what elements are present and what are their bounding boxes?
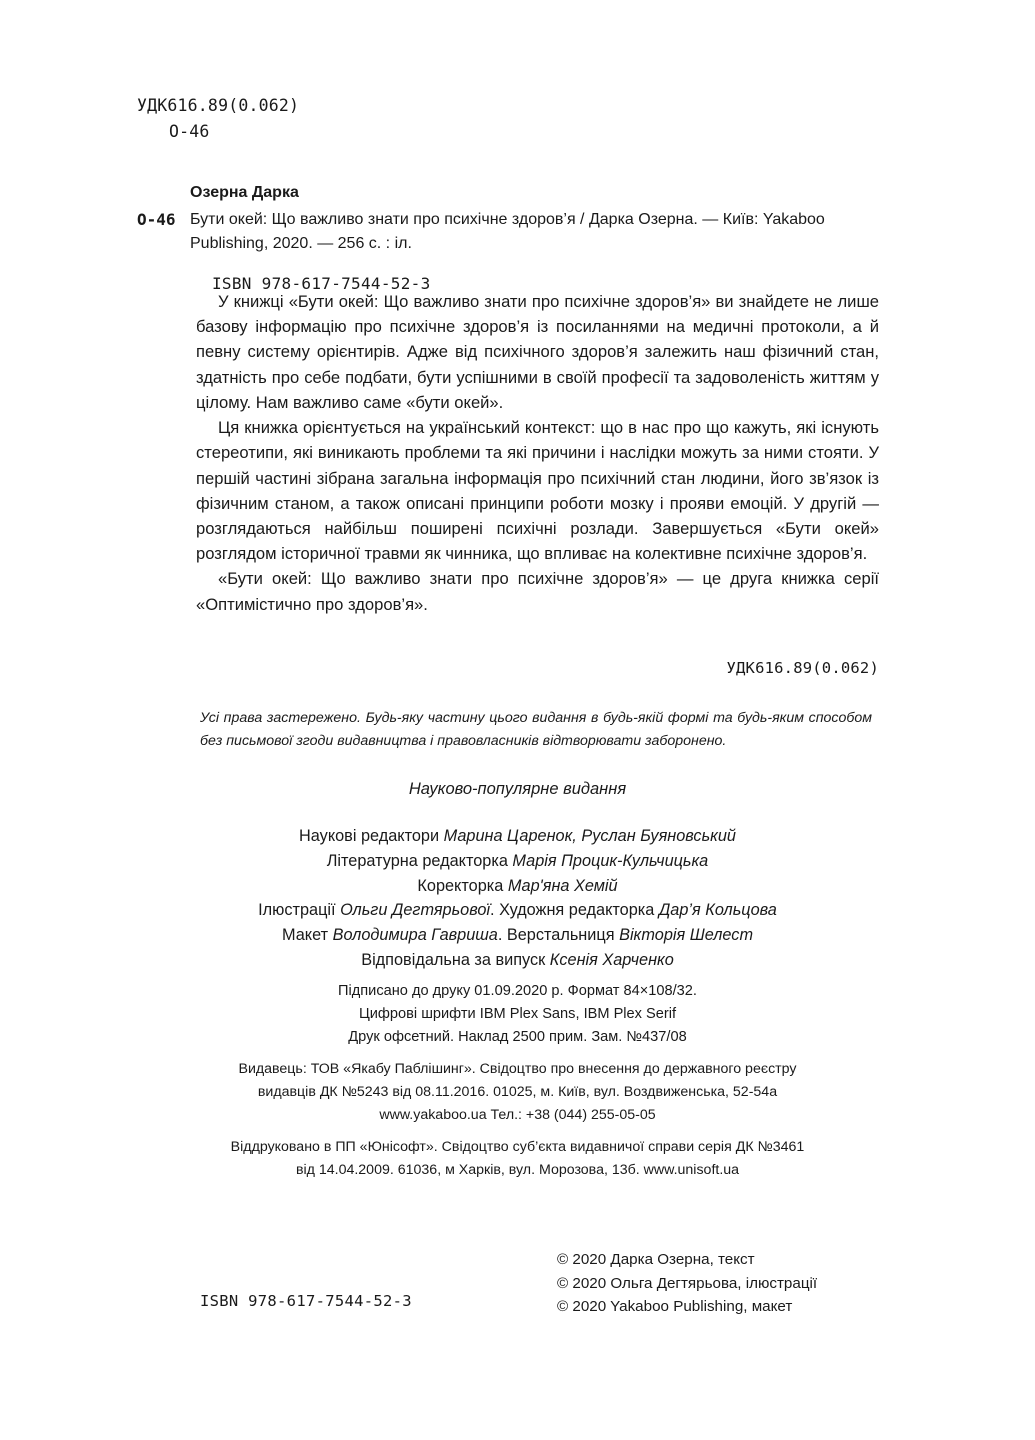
printer-line-1: Віддруковано в ПП «Юнісофт». Свідоцтво суб’єкта видавничої справи серія ДК №3461 xyxy=(230,1139,805,1155)
credit-role: Наукові редактори xyxy=(299,827,444,845)
credit-role: Коректорка xyxy=(417,876,508,895)
print-info-block xyxy=(0,980,1035,1049)
credit-line xyxy=(0,849,1035,874)
credits-block xyxy=(0,824,1035,973)
credit-names-secondary: Дар’я Кольцова xyxy=(658,901,777,920)
publisher-line-2: видавців ДК №5243 від 08.11.2016. 01025, м. Київ, вул. Воздвиженська, 52-54а xyxy=(257,1084,778,1100)
credit-role: Ілюстрації xyxy=(258,901,341,920)
credit-role-secondary: . Верстальниця xyxy=(497,926,620,945)
bib-author-sign: О-46 xyxy=(137,210,176,229)
udk-code-repeat: УДК616.89(0.062) xyxy=(726,659,879,677)
print-info-line-3: Друк офсетний. Наклад 2500 прим. Зам. №437/08 xyxy=(348,1029,687,1046)
edition-type: Науково-популярне видання xyxy=(408,780,627,798)
publisher-line-3: www.yakaboo.ua Тел.: +38 (044) 255-05-05 xyxy=(379,1107,656,1123)
printing-house-block xyxy=(0,1136,1035,1182)
bib-author-name: Озерна Дарка xyxy=(190,184,299,201)
bib-description: Бути окей: Що важливо знати про психічне здоров’я / Дарка Озерна. — Київ: Yakaboo Publishing, 2020. — 256 с. : іл. xyxy=(190,211,825,252)
udk-author-sign: О-46 xyxy=(169,121,210,141)
credit-line xyxy=(0,923,1035,948)
print-info-line-1: Підписано до друку 01.09.2020 р. Формат 84×108/32. xyxy=(338,983,697,999)
publisher-line-1: Видавець: ТОВ «Якабу Паблішинг». Свідоцтво про внесення до державного реєстру xyxy=(238,1061,797,1077)
credit-names: Марія Процик-Кульчицька xyxy=(512,851,709,870)
isbn-bottom: ISBN 978-617-7544-52-3 xyxy=(200,1292,412,1310)
credit-names: Мар'яна Хемій xyxy=(507,876,618,895)
rights-notice: Усі права застережено. Будь-яку частину цього видання в будь-якій формі та будь-яким способом без письмової згоди видавництва і правовласників відтворювати заборонено. xyxy=(200,710,872,749)
credit-names: Марина Царенок, Руслан Буяновський xyxy=(443,827,736,845)
credit-names: Ксенія Харченко xyxy=(549,950,674,969)
credit-role-secondary: . Художня редакторка xyxy=(490,901,659,920)
bibliographic-record xyxy=(137,184,897,293)
udk-code-line: УДК616.89(0.062) xyxy=(137,96,300,115)
credit-line xyxy=(0,898,1035,923)
credit-role: Літературна редакторка xyxy=(326,851,513,870)
isbn-top: ISBN 978-617-7544-52-3 xyxy=(212,274,431,294)
credit-role: Відповідальна за випуск xyxy=(361,950,550,969)
copyright-block xyxy=(557,1248,817,1319)
print-info-line-2: Цифрові шрифти IBM Plex Sans, IBM Plex Serif xyxy=(358,1006,677,1023)
credit-line xyxy=(0,824,1035,849)
annotation-text xyxy=(196,289,879,617)
annotation-paragraph-1: У книжці «Бути окей: Що важливо знати про психічне здоров’я» ви знайдете не лише базову інформацію про психічне здоров’я із посиланнями на медичні протоколи, а й певну систему орієнтирів. Адже від психічного здоров’я залежить наш фізичний стан, здатність про себе подбати, бути успішними в своїй професії та задоволеність життям у цілому. Нам важливо саме «бути окей». xyxy=(196,292,879,412)
copyright-line-3: © 2020 Yakaboo Publishing, макет xyxy=(557,1298,793,1316)
publisher-block xyxy=(0,1058,1035,1127)
copyright-line-1: © 2020 Дарка Озерна, текст xyxy=(557,1251,755,1268)
annotation-paragraph-3: «Бути окей: Що важливо знати про психічне здоров’я» — це друга книжка серії «Оптимістично про здоров’я». xyxy=(196,569,879,614)
credit-line xyxy=(0,948,1035,973)
udk-classification-block xyxy=(137,93,299,144)
credit-names: Володимира Гавриша xyxy=(332,926,498,945)
annotation-paragraph-2: Ця книжка орієнтується на український контекст: що в нас про що кажуть, які існують стереотипи, які виникають проблеми та які причини і наслідки можуть за ними стояти. У першій частині зібрана загальна інформація про психічний стан людини, його зв’язок із фізичним станом, а також описані принципи роботи мозку і прояви емоцій. У другій — розглядаються найбільш поширені психічні розлади. Завершується «Бути окей» розглядом історичної травми як чинника, що впливає на колективне психічне здоров’я. xyxy=(196,418,879,564)
credit-line xyxy=(0,874,1035,899)
credit-names: Ольги Дегтярьової xyxy=(340,901,491,920)
printer-line-2: від 14.04.2009. 61036, м Харків, вул. Морозова, 13б. www.unisoft.ua xyxy=(295,1162,740,1178)
credit-role: Макет xyxy=(281,926,333,945)
credit-names-secondary: Вікторія Шелест xyxy=(619,926,754,945)
copyright-line-2: © 2020 Ольга Дегтярьова, ілюстрації xyxy=(557,1274,818,1292)
